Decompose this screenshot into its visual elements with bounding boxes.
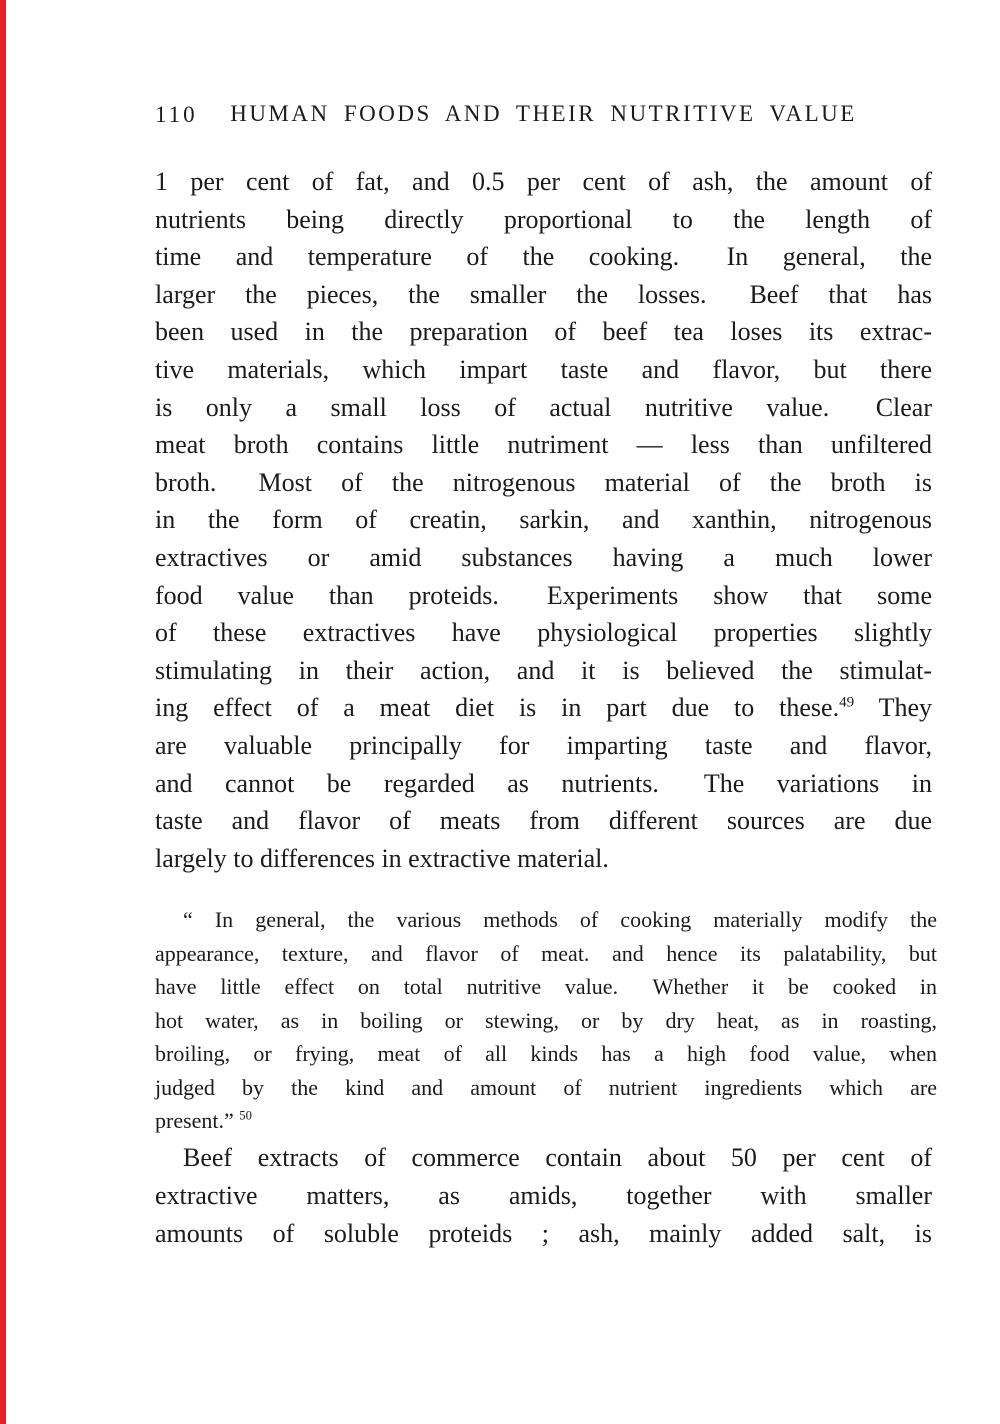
text-line-with-footnote-ref <box>155 1104 937 1138</box>
footnote-ref-49: 49 <box>839 694 855 711</box>
paragraph-1 <box>155 163 932 877</box>
text-line: extractive matters, as amids, together with smaller <box>155 1181 932 1210</box>
text-line: have little effect on total nutritive value. Whether it be cooked in <box>155 974 937 999</box>
text-line: 1 per cent of fat, and 0.5 per cent of ash, the amount of <box>155 167 932 196</box>
text-line: broiling, or frying, meat of all kinds has a high food value, when <box>155 1041 937 1066</box>
page-number: 110 <box>155 102 198 127</box>
line-text: They <box>878 693 932 723</box>
text-line: stimulating in their action, and it is believed the stimulat- <box>155 655 932 685</box>
page-edge-stripe <box>0 0 6 1424</box>
footnote-ref-50: 50 <box>239 1108 253 1123</box>
text-line: are valuable principally for imparting taste and flavor, <box>155 730 932 760</box>
block-quote <box>155 903 937 1138</box>
text-line: Beef extracts of commerce contain about 50 per cent of <box>183 1143 932 1172</box>
line-text: ing effect of a meat diet is in part due to these. <box>155 693 840 723</box>
text-line: larger the pieces, the smaller the losses. Beef that has <box>155 279 932 309</box>
text-line: extractives or amid substances having a much lower <box>155 542 932 572</box>
text-line: of these extractives have physiological properties slightly <box>155 618 932 648</box>
text-line: been used in the preparation of beef tea loses its extrac- <box>155 317 932 347</box>
text-line: broth. Most of the nitrogenous material of the broth is <box>155 467 932 497</box>
page-header <box>155 101 932 133</box>
text-line-with-footnote-ref <box>155 689 932 727</box>
text-line: meat broth contains little nutriment — less than unfiltered <box>155 430 932 460</box>
text-line: amounts of soluble proteids ; ash, mainly added salt, is <box>155 1219 932 1248</box>
text-line: and cannot be regarded as nutrients. The variations in <box>155 768 932 798</box>
text-line: is only a small loss of actual nutritive value. Clear <box>155 392 932 422</box>
text-line: in the form of creatin, sarkin, and xanthin, nitrogenous <box>155 505 932 535</box>
text-line: judged by the kind and amount of nutrient ingredients which are <box>155 1074 937 1100</box>
line-text: present.” <box>155 1108 234 1133</box>
paragraph-2 <box>155 1139 932 1253</box>
text-line: nutrients being directly proportional to the length of <box>155 204 932 234</box>
text-line: largely to differences in extractive material. <box>155 843 609 873</box>
text-line: time and temperature of the cooking. In general, the <box>155 242 932 272</box>
text-line: hot water, as in boiling or stewing, or by dry heat, as in roasting, <box>155 1007 937 1033</box>
running-title: HUMAN FOODS AND THEIR NUTRITIVE VALUE <box>230 101 857 126</box>
text-line: food value than proteids. Experiments show that some <box>155 580 932 610</box>
text-line: tive materials, which impart taste and flavor, but there <box>155 354 932 384</box>
text-line: “ In general, the various methods of cooking materially modify the <box>183 907 937 932</box>
text-line: appearance, texture, and flavor of meat. and hence its palatability, but <box>155 940 937 966</box>
text-line: taste and flavor of meats from different sources are due <box>155 806 932 836</box>
